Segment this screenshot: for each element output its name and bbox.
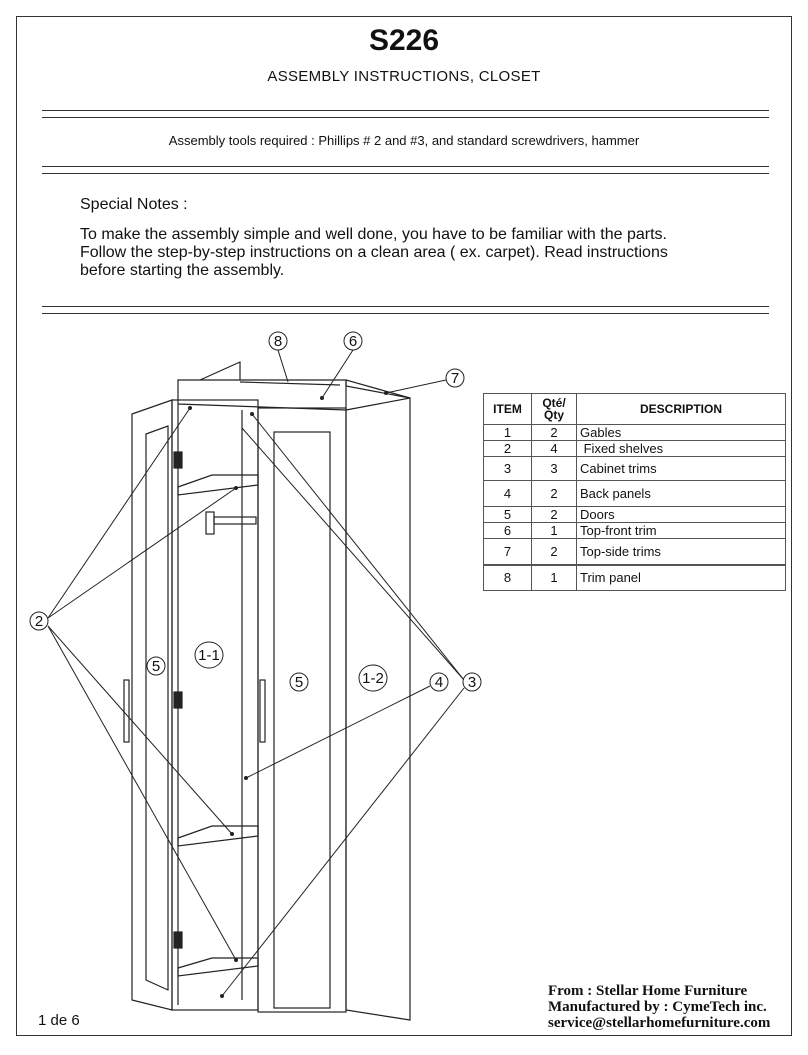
table-row [484,457,786,481]
page-number: 1 de 6 [38,1012,80,1029]
hanging-rod [214,517,256,524]
leader-7 [386,380,446,393]
parts-table [483,393,786,591]
callout-5-right: 5 [294,674,304,691]
document-subtitle: ASSEMBLY INSTRUCTIONS, CLOSET [267,68,541,85]
right-gable [346,398,410,1020]
footer-email[interactable]: service@stellarhomefurniture.com [548,1015,771,1031]
right-door-handle [260,680,265,742]
leader-2 [48,488,236,618]
row-qty: 2 [532,481,577,507]
row-qty: 2 [532,507,577,523]
callout-2: 2 [34,613,44,630]
special-notes-heading: Special Notes : [80,196,188,213]
leader-dot [384,391,388,395]
col-item: ITEM [484,394,532,425]
row-item: 4 [484,481,532,507]
table-row [484,507,786,523]
footer-contact [548,983,788,1031]
leader-lines [48,350,464,996]
tools-required: Assembly tools required : Phillips # 2 and #3, and standard screwdrivers, hammer [168,133,640,148]
leader-dot [234,958,238,962]
leader-dot [220,994,224,998]
row-qty: 4 [532,441,577,457]
callout-5-left: 5 [151,658,161,675]
col-description: DESCRIPTION [577,394,786,425]
row-qty: 3 [532,457,577,481]
row-description: Back panels [577,481,786,507]
callout-1-2: 1-2 [362,670,384,687]
footer-from: From : Stellar Home Furniture [548,983,748,999]
leader-dot [250,412,254,416]
top-side-trim-left [200,362,240,380]
cabinet-body [172,400,258,1010]
table-row [484,523,786,539]
top-side-trim-right [346,380,410,398]
callout-3: 3 [467,674,477,691]
callout-4: 4 [434,674,444,691]
leader-2 [48,626,236,960]
leader-dots [188,391,388,998]
row-qty: 1 [532,523,577,539]
leader-2 [48,408,190,618]
right-door [258,408,346,1012]
row-description: Doors [577,507,786,523]
row-item: 2 [484,441,532,457]
row-description: Top-side trims [577,539,786,565]
hinge [174,692,182,708]
rod-bracket [206,512,214,534]
row-item: 7 [484,539,532,565]
col-qty [532,394,577,425]
table-row [484,539,786,565]
row-description: Fixed shelves [577,441,786,457]
callout-1-1: 1-1 [198,647,220,664]
fixed-shelf-lower [178,826,258,846]
footer-manufacturer: Manufactured by : CymeTech inc. [548,999,767,1015]
callout-circles [30,332,481,691]
leader-dot [188,406,192,410]
left-door [132,400,172,1010]
row-item: 6 [484,523,532,539]
table-row [484,441,786,457]
callout-8: 8 [273,333,283,350]
leader-dot [320,396,324,400]
table-row [484,565,786,591]
row-item: 5 [484,507,532,523]
note-line: To make the assembly simple and well done, you have to be familiar with the parts. [80,226,667,243]
row-description: Trim panel [577,565,786,591]
row-qty: 1 [532,565,577,591]
leader-8 [278,350,288,382]
closet-drawing [124,362,410,1020]
fixed-shelf-top [178,475,258,495]
table-row [484,481,786,507]
parts-table-header [484,394,786,425]
row-item: 1 [484,425,532,441]
fixed-shelf-bottom [178,958,258,976]
row-description: Gables [577,425,786,441]
leader-3 [252,414,464,680]
row-qty: 2 [532,425,577,441]
row-item: 8 [484,565,532,591]
leader-dot [230,832,234,836]
leader-6 [322,350,353,398]
left-door-glass [146,426,168,990]
model-title: S226 [368,24,440,57]
table-row [484,425,786,441]
note-line: before starting the assembly. [80,262,285,279]
qty-header-fr: Qté/ [542,396,566,410]
hinge [174,932,182,948]
row-item: 3 [484,457,532,481]
callout-7: 7 [450,370,460,387]
note-line: Follow the step-by-step instructions on a clean area ( ex. carpet). Read instructions [80,244,668,261]
left-door-handle [124,680,129,742]
leader-3 [242,428,464,680]
trim-panel-edge [240,382,340,385]
hinge [174,452,182,468]
leader-dot [244,776,248,780]
row-description: Top-front trim [577,523,786,539]
qty-header-en: Qty [543,408,564,422]
leader-dot [234,486,238,490]
row-description: Cabinet trims [577,457,786,481]
callout-6: 6 [348,333,358,350]
row-qty: 2 [532,539,577,565]
